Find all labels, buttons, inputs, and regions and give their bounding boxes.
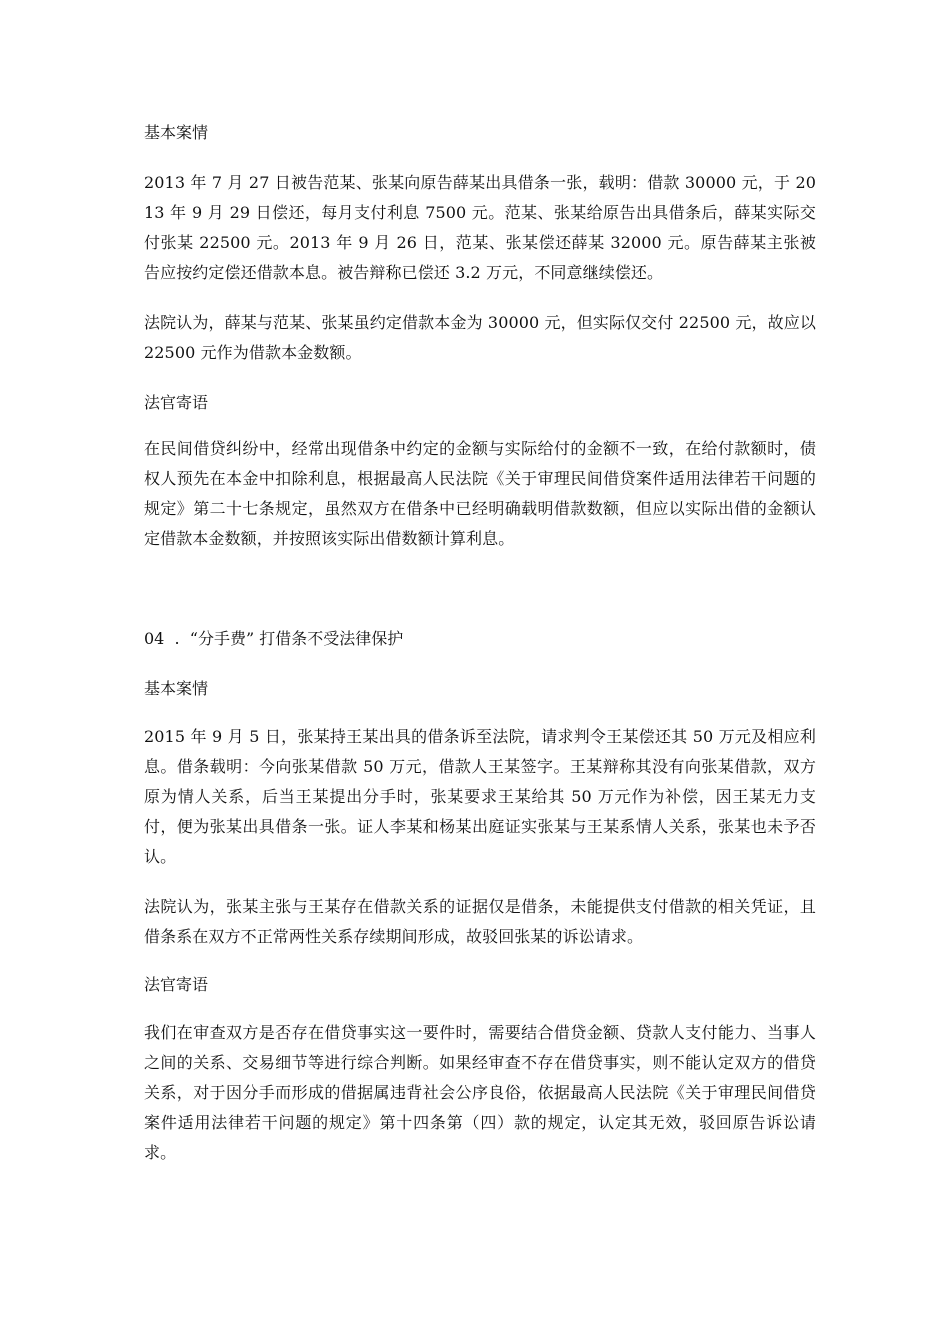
section2-court-paragraph: 法院认为，张某主张与王某存在借款关系的证据仅是借条，未能提供支付借款的相关凭证，且借条系在双方不正常两性关系存续期间形成，故驳回张某的诉讼请求。 (144, 897, 816, 946)
section1-judge-heading: 法官寄语 (144, 393, 209, 412)
section1-basic-heading: 基本案情 (144, 123, 209, 142)
section2-judge-heading: 法官寄语 (144, 975, 209, 994)
section2-basic-paragraph: 2015 年 9 月 5 日，张某持王某出具的借条诉至法院，请求判令王某偿还其 50 万元及相应利息。借条载明：今向张某借款 50 万元，借款人王某签字。王某辩称其没有向张某借款，双方原为情人关系，后当王某提出分手时，张某要求王某给其 50 万元作为补偿，因王某无力支付，便为张某出具借条一张。证人李某和杨某出庭证实张某与王某系情人关系，张某也未予否认。 (144, 727, 816, 866)
section2-title: 04 . “分手费” 打借条不受法律保护 (144, 629, 404, 648)
section2-judge-paragraph: 我们在审查双方是否存在借贷事实这一要件时，需要结合借贷金额、贷款人支付能力、当事人之间的关系、交易细节等进行综合判断。如果经审查不存在借贷事实，则不能认定双方的借贷关系，对于因分手而形成的借据属违背社会公序良俗，依据最高人民法院《关于审理民间借贷案件适用法律若干问题的规定》第十四条第（四）款的规定，认定其无效，驳回原告诉讼请求。 (144, 1023, 816, 1162)
section1-judge-paragraph: 在民间借贷纠纷中，经常出现借条中约定的金额与实际给付的金额不一致，在给付款额时，债权人预先在本金中扣除利息，根据最高人民法院《关于审理民间借贷案件适用法律若干问题的规定》第二十七条规定，虽然双方在借条中已经明确载明借款数额，但应以实际出借的金额认定借款本金数额，并按照该实际出借数额计算利息。 (144, 439, 816, 548)
section2-basic-heading: 基本案情 (144, 679, 209, 698)
section1-court-paragraph: 法院认为，薛某与范某、张某虽约定借款本金为 30000 元，但实际仅交付 22500 元，故应以 22500 元作为借款本金数额。 (144, 313, 816, 362)
section1-basic-paragraph: 2013 年 7 月 27 日被告范某、张某向原告薛某出具借条一张，载明：借款 30000 元，于 2013 年 9 月 29 日偿还，每月支付利息 7500 元。范某、张某给原告出具借条后，薛某实际交付张某 22500 元。2013 年 9 月 26 日，范某、张某偿还薛某 32000 元。原告薛某主张被告应按约定偿还借款本息。被告辩称已偿还 3.2 万元，不同意继续偿还。 (144, 173, 816, 282)
